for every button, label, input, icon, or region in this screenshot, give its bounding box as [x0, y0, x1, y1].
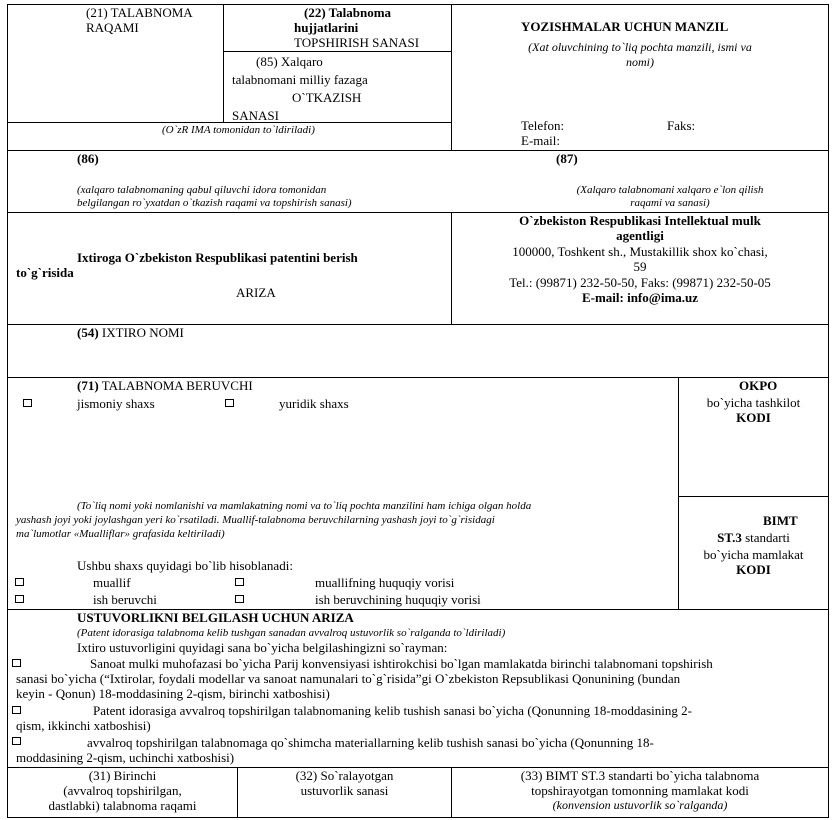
phone-label: Telefon:: [521, 118, 565, 133]
agency-name-line2: agentligi: [616, 228, 664, 243]
box86-note: [77, 184, 352, 210]
box21-line1: (21) TALABNOMA: [86, 5, 193, 20]
address-title: YOZISHMALAR UCHUN MANZIL: [521, 19, 729, 34]
box86-code: (86): [77, 151, 99, 166]
bimt-code-label: [679, 513, 828, 577]
ima-note: (O`zR IMA tomonidan to`ldiriladi): [162, 124, 315, 136]
employer-successor-label: ish beruvchining huquqiy vorisi: [315, 592, 481, 607]
box71-code: (71): [77, 378, 99, 393]
fax-label: Faks:: [667, 118, 696, 133]
box71-note: [16, 499, 531, 541]
okpo-code-label: [679, 378, 828, 425]
application-line1: Ixtiroga O`zbekiston Respublikasi patentini berish: [77, 250, 358, 265]
okpo-line1: OKPO: [739, 378, 778, 393]
option1-line3: keyin - Qonun) 18-moddasining 2-qism, birinchi xatboshisi): [16, 686, 330, 701]
employer-label: ish beruvchi: [93, 592, 157, 607]
box22-line2: hujjatlarini: [294, 20, 359, 35]
box22-line1: (22) Talabnoma: [304, 5, 392, 20]
box22-line3: TOPSHIRISH SANASI: [294, 35, 420, 50]
address-note-line2: nomi): [626, 55, 654, 69]
box54-code: (54): [77, 325, 99, 340]
box33-label: [452, 768, 828, 813]
box33-line3: (konvension ustuvorlik so`ralganda): [552, 798, 728, 812]
box31-line2: (avvalroq topshirilgan,: [63, 783, 182, 798]
okpo-line3: KODI: [736, 410, 771, 425]
earlier-application-text: [16, 703, 692, 733]
box32-line1: (32) So`ralayotgan: [295, 768, 394, 783]
box33-line1: (33) BIMT ST.3 standarti bo`yicha talabnoma: [520, 768, 760, 783]
agency-email: [452, 290, 828, 305]
option1-line1: Sanoat mulki muhofazasi bo`yicha Parij konvensiyasi ishtirokchisi bo`lgan mamlakatda birinchi talabnomani topshirish: [90, 656, 713, 671]
agency-email-label: E-mail: [581, 290, 620, 305]
box86-note-line1: (xalqaro talabnomaning qabul qiluvchi idora tomonidan: [77, 184, 327, 196]
box33-line2: topshirayotgan tomonning mamlakat kodi: [531, 783, 749, 798]
option3-line1: avvalroq topshirilgan talabnomaga qo`shimcha materiallarning kelib tushish sanasi bo`yicha (Qonunning 18-: [87, 735, 654, 750]
box87-note-line1: (Xalqaro talabnomani xalqaro e`lon qilish: [576, 184, 764, 196]
legal-entity-checkbox[interactable]: [225, 399, 234, 407]
agency-name-line1: O`zbekiston Respublikasi Intellektual mulk: [519, 213, 761, 228]
author-label: muallif: [93, 575, 131, 590]
bimt-standard-suffix: standarti: [741, 530, 790, 545]
option1-line2: sanasi bo`yicha (“Ixtirolar, foydali modellar va sanoat namunalari to`g`risida”gi O`zbekiston Repsublikasi Qonunining (bundan: [16, 671, 681, 686]
author-checkbox[interactable]: [15, 578, 24, 586]
bimt-line1: BIMT: [763, 513, 798, 528]
box85-line4: SANASI: [232, 108, 279, 123]
priority-title: USTUVORLIKNI BELGILASH UCHUN ARIZA: [77, 610, 354, 625]
agency-address-line1: 100000, Toshkent sh., Mustakillik shox ko`chasi,: [512, 244, 768, 259]
box87-code: (87): [556, 151, 578, 166]
option2-line2: qism, ikkinchi xatboshisi): [16, 718, 151, 733]
box54-label: [77, 325, 184, 340]
employer-checkbox[interactable]: [15, 595, 24, 603]
box87-note: [520, 184, 820, 210]
individual-checkbox[interactable]: [23, 399, 32, 407]
author-successor-label: muallifning huquqiy vorisi: [315, 575, 455, 590]
box71-note-line3: ma`lumotlar «Mualliflar» grafasida keltiriladi): [16, 528, 225, 540]
okpo-line2: bo`yicha tashkilot: [706, 395, 801, 410]
agency-email-value: : info@ima.uz: [619, 290, 699, 305]
bimt-line3: bo`yicha mamlakat: [703, 547, 804, 562]
box71-note-line2: yashash joyi yoki joylashgan yeri ko`rsatiladi. Muallif-talabnoma beruvchilarning yashash joyi to`g`risidagi: [16, 514, 495, 526]
box71-label: [77, 378, 253, 393]
individual-label: jismoniy shaxs: [77, 396, 155, 411]
paris-convention-text: [16, 656, 713, 701]
box87-note-line2: raqami va sanasi): [630, 197, 710, 209]
box71-title: TALABNOMA BERUVCHI: [101, 378, 253, 393]
legal-entity-label: yuridik shaxs: [279, 396, 349, 411]
author-successor-checkbox[interactable]: [235, 578, 244, 586]
box21-line2: RAQAMI: [86, 20, 139, 35]
employer-successor-checkbox[interactable]: [235, 595, 244, 603]
box22-label: [230, 5, 419, 50]
option2-line1: Patent idorasiga avvalroq topshirilgan talabnomaning kelib tushish sanasi bo`yicha (Qonunning 18-moddasining 2-: [93, 703, 692, 718]
additional-materials-text: [16, 735, 654, 765]
box54-title: IXTIRO NOMI: [101, 325, 184, 340]
agency-phone: Tel.: (99871) 232-50-50, Faks: (99871) 232-50-05: [509, 275, 771, 290]
box32-line2: ustuvorlik sanasi: [300, 783, 389, 798]
box31-line3: dastlabki) talabnoma raqami: [48, 798, 197, 813]
bimt-line2: [679, 528, 828, 545]
box32-label: [238, 768, 451, 798]
option3-line2: moddasining 2-qism, uchinchi xatboshisi): [16, 750, 235, 765]
box85-line2: talabnomani milliy fazaga: [232, 72, 368, 87]
bimt-standard: ST.3: [717, 530, 742, 545]
application-line2: to`g`risida: [16, 265, 74, 280]
priority-note: (Patent idorasiga talabnoma kelib tushgan sanadan avvalroq ustuvorlik so`ralganda to`ldiriladi): [77, 627, 506, 639]
box86-note-line2: belgilangan ro`yxatdan o`tkazish raqami va topshirish sanasi): [77, 197, 352, 209]
box21-label: [86, 5, 193, 35]
box85-line1: (85) Xalqaro: [256, 54, 323, 69]
status-intro: Ushbu shaxs quyidagi bo`lib hisoblanadi:: [77, 558, 293, 573]
box31-label: [8, 768, 237, 813]
address-note-line1: (Xat oluvchining to`liq pochta manzili, ismi va: [528, 40, 752, 54]
box85-label: [232, 54, 368, 123]
box31-line1: (31) Birinchi: [88, 768, 157, 783]
box85-line3: O`TKAZISH: [292, 90, 362, 105]
email-label: E-mail:: [521, 133, 560, 148]
agency-block: [452, 213, 828, 305]
bimt-line4: KODI: [736, 562, 771, 577]
address-note: [452, 40, 828, 70]
application-line3: ARIZA: [236, 285, 276, 300]
application-title: [16, 250, 358, 300]
agency-address-line2: 59: [633, 259, 647, 274]
priority-intro: Ixtiro ustuvorligini quyidagi sana bo`yicha belgilashingizni so`rayman:: [77, 640, 448, 655]
box71-note-line1: (To`liq nomi yoki nomlanishi va mamlakatning nomi va to`liq pochta manzilini ham ichiga olgan holda: [77, 500, 532, 512]
